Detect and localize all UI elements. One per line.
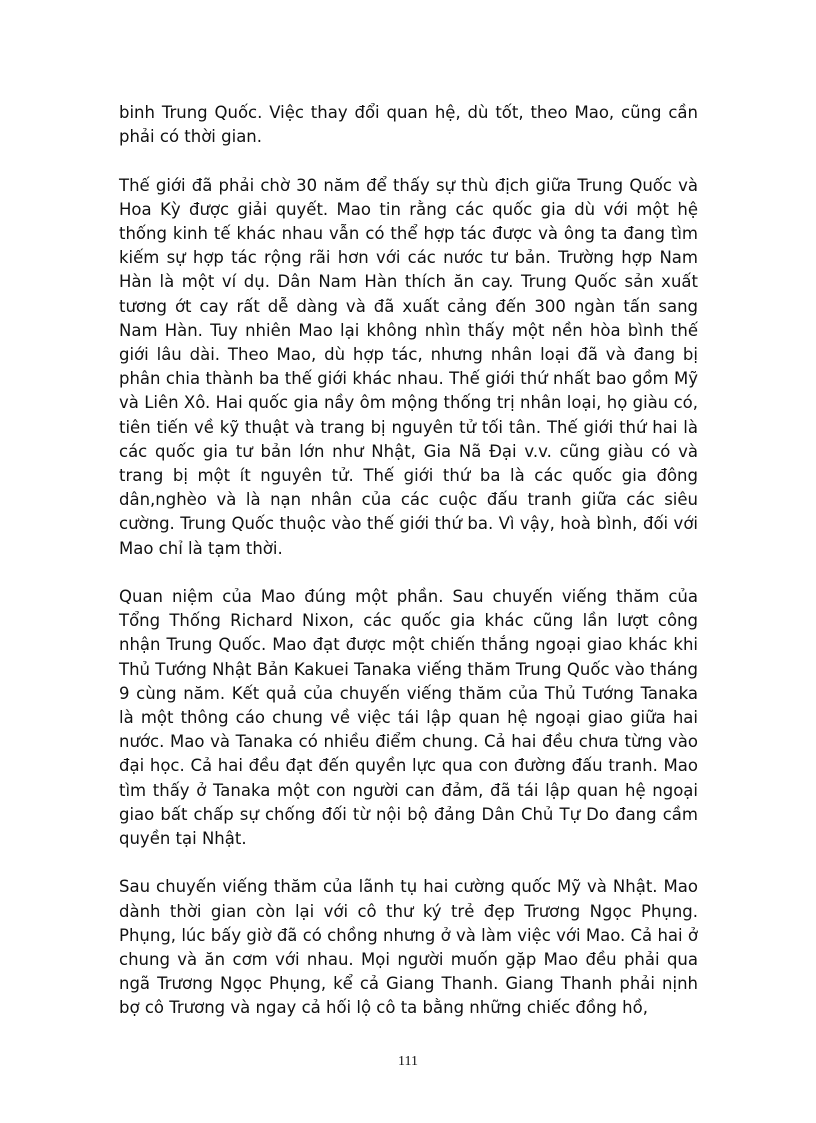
paragraph-1: binh Trung Quốc. Việc thay đổi quan hệ, dù tốt, theo Mao, cũng cần phải có thời gian. <box>119 103 698 147</box>
page-number: 111 <box>398 1054 418 1069</box>
paragraph-3: Quan niệm của Mao đúng một phần. Sau chuyến viếng thăm của Tổng Thống Richard Nixon, các quốc gia khác cũng lần lượt công nhận Trung Quốc. Mao đạt được một chiến thắng ngoại giao khác khi Thủ Tướng Nhật Bản Kakuei Tanaka viếng thăm Trung Quốc vào tháng 9 cùng năm. Kết quả của chuyến viếng thăm của Thủ Tướng Tanaka là một thông cáo chung về việc tái lập quan hệ ngoại giao giữa hai nước. Mao và Tanaka có nhiều điểm chung. Cả hai đều chưa từng vào đại học. Cả hai đều đạt đến quyền lực qua con đường đấu tranh. Mao tìm thấy ở Tanaka một con người can đảm, đã tái lập quan hệ ngoại giao bất chấp sự chống đối từ nội bộ đảng Dân Chủ Tự Do đang cầm quyền tại Nhật. <box>119 587 698 849</box>
page-body <box>119 101 698 1045</box>
paragraph-4: Sau chuyến viếng thăm của lãnh tụ hai cường quốc Mỹ và Nhật. Mao dành thời gian còn lại với cô thư ký trẻ đẹp Trương Ngọc Phụng. Phụng, lúc bấy giờ đã có chồng nhưng ở và làm việc với Mao. Cả hai ở chung và ăn cơm với nhau. Mọi người muốn gặp Mao đều phải qua ngã Trương Ngọc Phụng, kể cả Giang Thanh. Giang Thanh phải nịnh bợ cô Trương và ngay cả hối lộ cô ta bằng những chiếc đồng hồ, <box>119 877 698 1018</box>
paragraph-2: Thế giới đã phải chờ 30 năm để thấy sự thù địch giữa Trung Quốc và Hoa Kỳ được giải quyết. Mao tin rằng các quốc gia dù với một hệ thống kinh tế khác nhau vẫn có thể hợp tác được và ông ta đang tìm kiếm sự hợp tác rộng rãi hơn với các nước tư bản. Trường hợp Nam Hàn là một ví dụ. Dân Nam Hàn thích ăn cay. Trung Quốc sản xuất tương ớt cay rất dễ dàng và đã xuất cảng đến 300 ngàn tấn sang Nam Hàn. Tuy nhiên Mao lại không nhìn thấy một nền hòa bình thế giới lâu dài. Theo Mao, dù hợp tác, nhưng nhân loại đã và đang bị phân chia thành ba thế giới khác nhau. Thế giới thứ nhất bao gồm Mỹ và Liên Xô. Hai quốc gia nầy ôm mộng thống trị nhân loại, họ giàu có, tiên tiến về kỹ thuật và trang bị nguyên tử tối tân. Thế giới thứ hai là các quốc gia tư bản lớn như Nhật, Gia Nã Đại v.v. cũng giàu có và trang bị một ít nguyên tử. Thế giới thứ ba là các quốc gia đông dân,nghèo và là nạn nhân của các cuộc đấu tranh giữa các siêu cường. Trung Quốc thuộc vào thế giới thứ ba. Vì vậy, hoà bình, đối với Mao chỉ là tạm thời. <box>119 175 698 558</box>
